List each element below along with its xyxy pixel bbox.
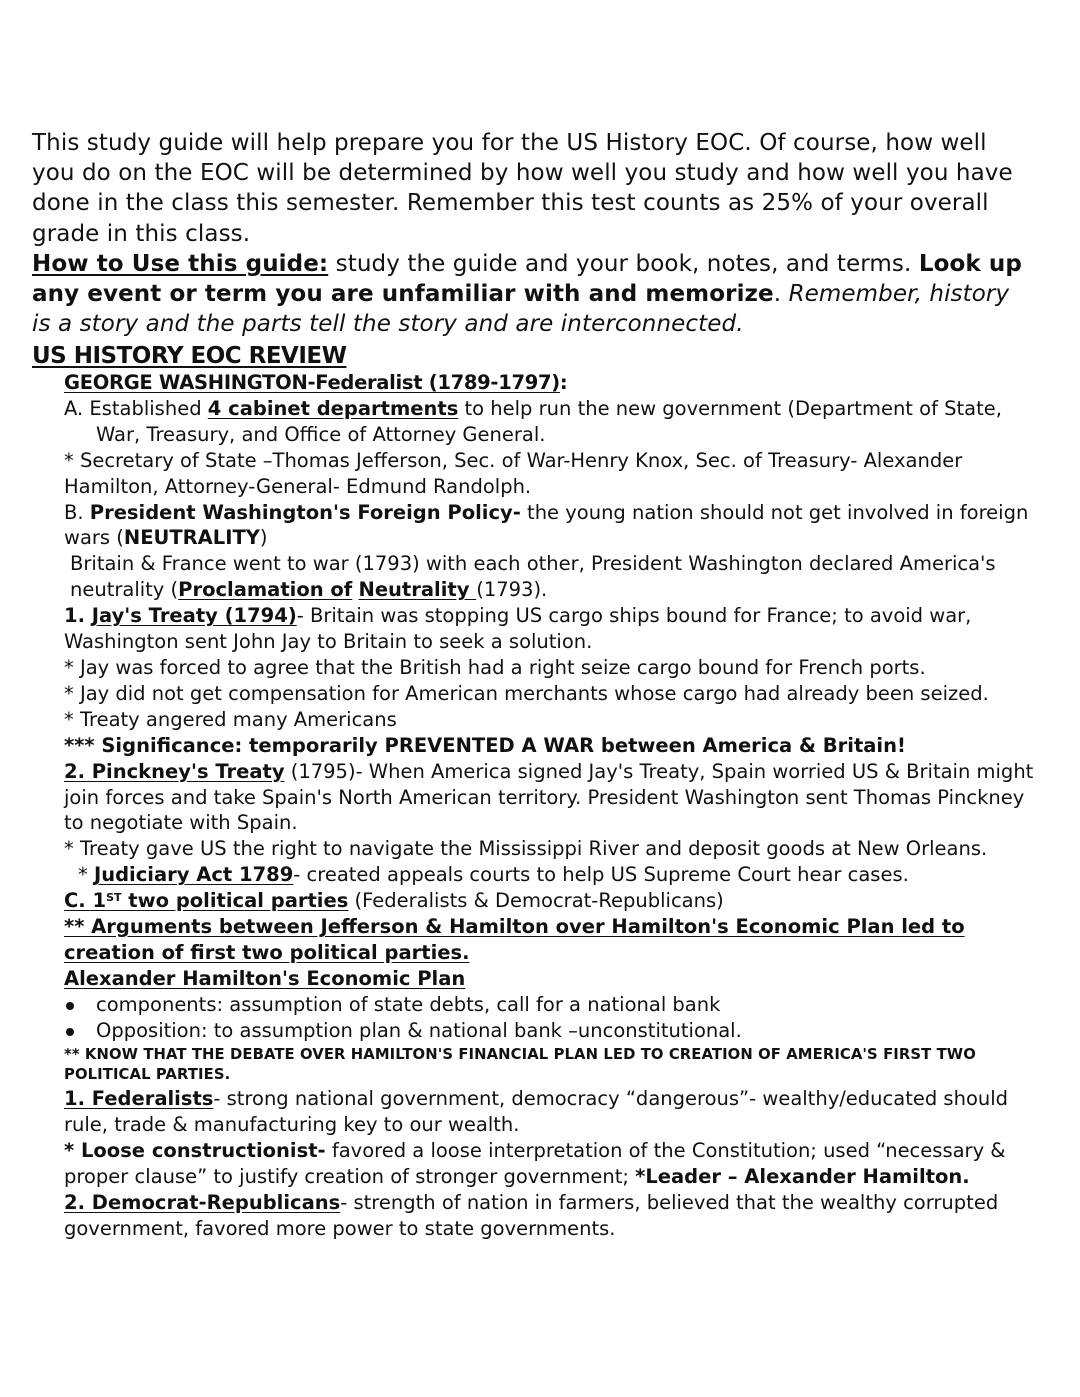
washington-heading: GEORGE WASHINGTON-Federalist (1789-1797): (64, 371, 568, 394)
pinckney-treaty-term: 2. Pinckney's Treaty (64, 759, 285, 783)
federalists-item: 1. Federalists- strong national government, democracy “dangerous”- wealthy/educated should rule, trade & manufacturing key to our wealth. (64, 1087, 1009, 1137)
proclamation-term-b: Neutrality (358, 578, 477, 602)
jay-note-2: * Jay did not get compensation for American merchants whose cargo had already been seized. (64, 681, 989, 705)
review-title: US HISTORY EOC REVIEW (32, 343, 347, 369)
federalists-term: 1. Federalists (64, 1087, 214, 1111)
plan-bullet-components: components: assumption of state debts, call for a national bank (64, 992, 1044, 1018)
pinckney-note: * Treaty gave US the right to navigate the Mississippi River and deposit goods at New Orleans. (64, 837, 988, 861)
how-to-use-label: How to Use this guide: (32, 250, 329, 277)
look-up-instruction: Look up any event or term you are unfamiliar with and memorize (32, 250, 1022, 308)
cabinet-members-note: * Secretary of State –Thomas Jefferson, Sec. of War-Henry Knox, Sec. of Treasury- Alexander Hamilton, Attorney-General- Edmund Randolph. (64, 448, 963, 498)
political-parties-term: C. 1ST two political parties (64, 889, 349, 913)
proclamation-term-a: Proclamation of (178, 578, 353, 602)
democrat-republicans-item: 2. Democrat-Republicans- strength of nation in farmers, believed that the wealthy corrupted government, favored more power to state governments. (64, 1190, 999, 1240)
arguments-note: ** Arguments between Jefferson & Hamilton over Hamilton's Economic Plan led to creation of first two political parties. (64, 915, 965, 964)
plan-bullet-opposition: Opposition: to assumption plan & national bank –unconstitutional. (64, 1018, 1044, 1044)
jay-note-1: * Jay was forced to agree that the British had a right seize cargo bound for French ports. (64, 655, 926, 679)
political-parties-item: C. 1ST two political parties (Federalists & Democrat-Republicans) (64, 889, 724, 913)
jays-treaty-item: 1. Jay's Treaty (1794)- Britain was stopping US cargo ships bound for France; to avoid war, Washington sent John Jay to Britain to seek a solution. (64, 604, 972, 654)
cabinet-departments-term: 4 cabinet departments (207, 396, 459, 420)
pinckney-treaty-item: 2. Pinckney's Treaty (1795)- When America signed Jay's Treaty, Spain worried US & Britain might join forces and take Spain's North American territory. President Washington sent Thomas Pinckney to negotiate with Spain. (64, 759, 1034, 835)
hamilton-leader-note: *Leader – Alexander Hamilton. (635, 1164, 970, 1188)
loose-constructionist-item: * Loose constructionist- favored a loose interpretation of the Constitution; used “necessary & proper clause” to justify creation of stronger government; *Leader – Alexander Hamilton. (64, 1138, 1006, 1188)
item-a-cabinet: A. Established 4 cabinet departments to help run the new government (Department of State, War, Treasury, and Office of Attorney General. (64, 396, 1002, 446)
intro-section (32, 128, 1032, 339)
jay-note-3: * Treaty angered many Americans (64, 707, 397, 731)
history-story-note: Remember, history is a story and the parts tell the story and are interconnected. (32, 281, 1010, 338)
loose-constructionist-term: * Loose constructionist- (64, 1138, 326, 1162)
item-b-foreign-policy: B. President Washington's Foreign Policy- the young nation should not get involved in foreign wars (NEUTRALITY) (64, 500, 1029, 550)
know-that-note: ** KNOW THAT THE DEBATE OVER HAMILTON'S FINANCIAL PLAN LED TO CREATION OF AMERICA'S FIRST TWO POLITICAL PARTIES. (64, 1045, 976, 1084)
neutrality-term: NEUTRALITY (123, 526, 260, 550)
judiciary-act-item: * Judiciary Act 1789- created appeals courts to help US Supreme Court hear cases. (78, 863, 909, 887)
hamilton-plan-heading: Alexander Hamilton's Economic Plan (64, 966, 466, 990)
how-to-use-paragraph: How to Use this guide: study the guide and your book, notes, and terms. Look up any event or term you are unfamiliar with and memorize. Remember, history is a story and the parts tell the story and are interconnected. (32, 250, 1022, 338)
judiciary-act-term: Judiciary Act 1789 (93, 863, 294, 887)
britain-france-war-note: Britain & France went to war (1793) with each other, President Washington declared America's neutrality (Proclamation of Neutrality (1793). (70, 552, 996, 602)
intro-paragraph: This study guide will help prepare you for the US History EOC. Of course, how well you do on the EOC will be determined by how well you study and how well you have done in the class this semester. Remember this test counts as 25% of your overall grade in this class. (32, 130, 1013, 247)
review-body (64, 370, 1044, 1242)
significance-note: *** Significance: temporarily PREVENTED A WAR between America & Britain! (64, 733, 906, 757)
jays-treaty-term: Jay's Treaty (1794) (91, 604, 297, 628)
democrat-republicans-term: 2. Democrat-Republicans (64, 1190, 341, 1214)
